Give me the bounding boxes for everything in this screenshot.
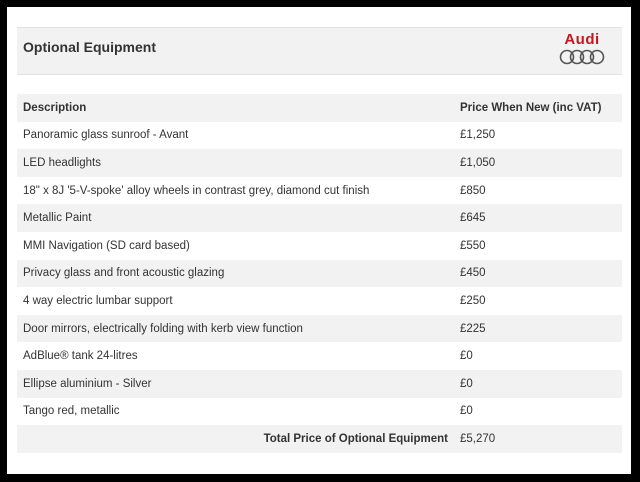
section-header: [17, 27, 622, 75]
row-description: AdBlue® tank 24-litres: [17, 342, 454, 370]
table-row: [17, 232, 622, 260]
row-price: £0: [454, 342, 622, 370]
table-row: [17, 122, 622, 150]
row-description: 18" x 8J '5-V-spoke' alloy wheels in contrast grey, diamond cut finish: [17, 177, 454, 205]
table-header-row: [17, 94, 622, 122]
table-row: [17, 204, 622, 232]
row-price: £1,250: [454, 122, 622, 150]
table-row: [17, 177, 622, 205]
table-row: [17, 260, 622, 288]
row-description: MMI Navigation (SD card based): [17, 232, 454, 260]
row-price: £0: [454, 370, 622, 398]
row-description: Metallic Paint: [17, 204, 454, 232]
table-row: [17, 398, 622, 426]
table-row: [17, 149, 622, 177]
row-price: £250: [454, 287, 622, 315]
content-frame: [7, 7, 631, 474]
row-price: £850: [454, 177, 622, 205]
row-description: Door mirrors, electrically folding with kerb view function: [17, 315, 454, 343]
column-header-description: Description: [17, 94, 454, 122]
column-header-price: Price When New (inc VAT): [454, 94, 622, 122]
table-row: [17, 287, 622, 315]
row-price: £1,050: [454, 149, 622, 177]
row-price: £645: [454, 204, 622, 232]
row-description: LED headlights: [17, 149, 454, 177]
equipment-table: [17, 94, 622, 453]
row-description: 4 way electric lumbar support: [17, 287, 454, 315]
row-description: Tango red, metallic: [17, 398, 454, 426]
total-label: Total Price of Optional Equipment: [17, 425, 454, 453]
row-price: £450: [454, 260, 622, 288]
row-description: Ellipse aluminium - Silver: [17, 370, 454, 398]
audi-logo: [556, 31, 608, 69]
section-title: Optional Equipment: [23, 39, 156, 55]
audi-rings-icon: [559, 49, 605, 65]
table-row: [17, 342, 622, 370]
total-row: [17, 425, 622, 453]
row-price: £550: [454, 232, 622, 260]
table-row: [17, 315, 622, 343]
row-description: Panoramic glass sunroof - Avant: [17, 122, 454, 150]
table-row: [17, 370, 622, 398]
row-description: Privacy glass and front acoustic glazing: [17, 260, 454, 288]
row-price: £225: [454, 315, 622, 343]
total-value: £5,270: [454, 425, 622, 453]
audi-logo-text: Audi: [564, 31, 600, 48]
row-price: £0: [454, 398, 622, 426]
